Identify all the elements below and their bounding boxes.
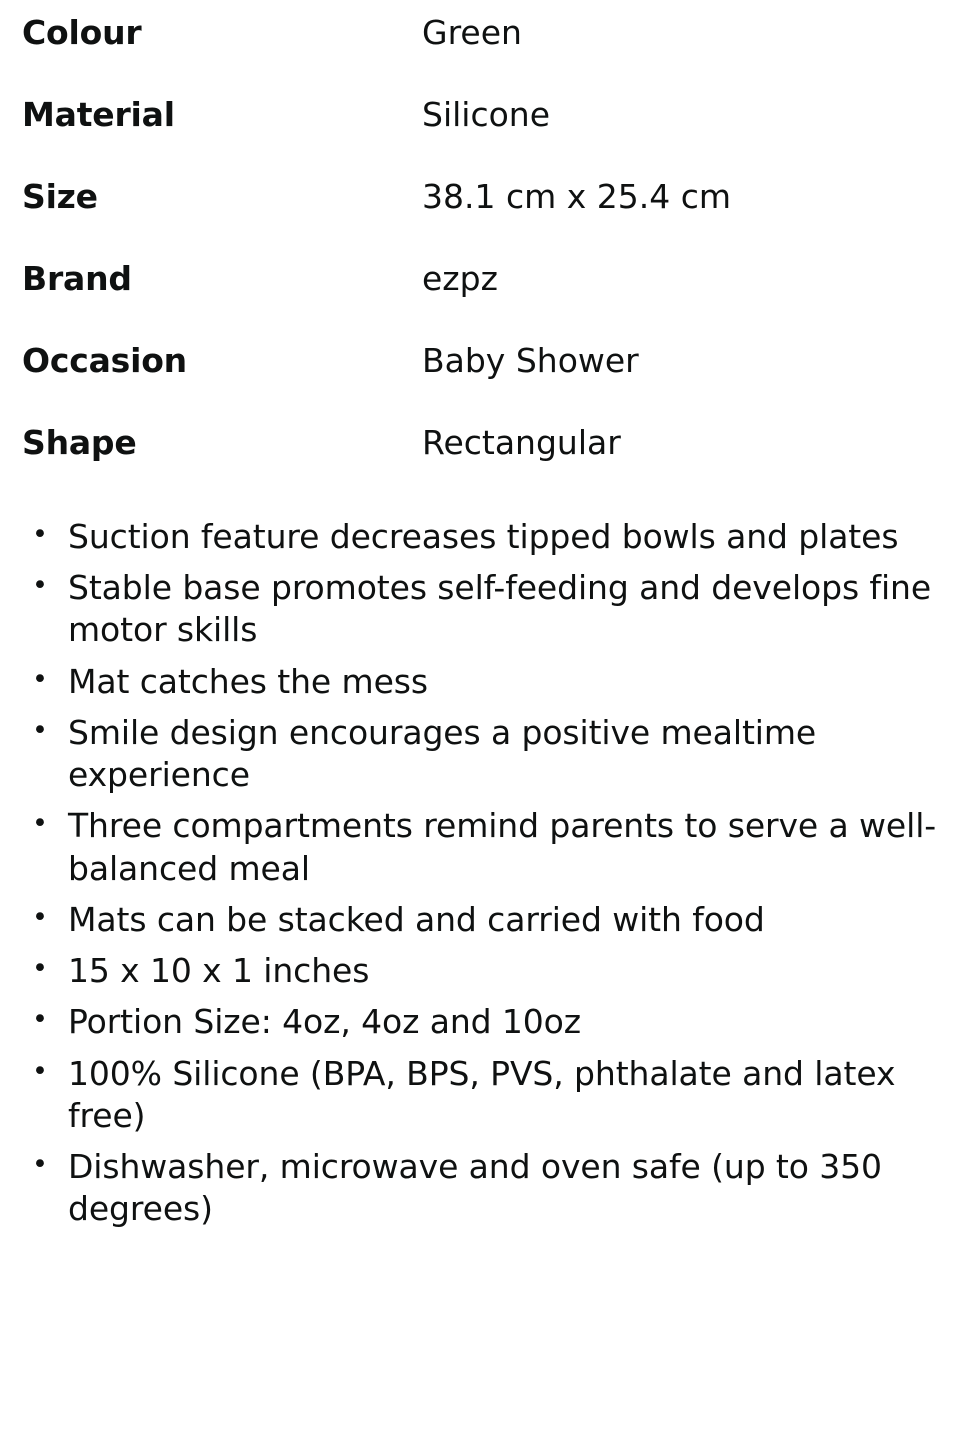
product-specifications-table [22, 14, 938, 506]
spec-value-size: 38.1 cm x 25.4 cm [422, 177, 732, 216]
list-item: • Stable base promotes self-feeding and develops fine motor skills [22, 567, 938, 651]
spec-label-shape: Shape [22, 423, 137, 462]
spec-value-colour: Green [422, 13, 522, 52]
list-item: • Smile design encourages a positive mealtime experience [22, 712, 938, 796]
list-item: • 100% Silicone (BPA, BPS, PVS, phthalate and latex free) [22, 1053, 938, 1137]
spec-value-shape: Rectangular [422, 423, 621, 462]
spec-value-occasion: Baby Shower [422, 341, 639, 380]
table-row [22, 14, 938, 96]
spec-table-body [22, 14, 938, 506]
spec-label-size: Size [22, 177, 98, 216]
table-row [22, 424, 938, 506]
list-item: • Dishwasher, microwave and oven safe (up to 350 degrees) [22, 1146, 938, 1230]
list-item: • Portion Size: 4oz, 4oz and 10oz [22, 1001, 938, 1043]
product-feature-list [22, 516, 938, 1231]
spec-value-brand: ezpz [422, 259, 498, 298]
list-item: • Mats can be stacked and carried with food [22, 899, 938, 941]
table-row [22, 260, 938, 342]
spec-label-material: Material [22, 95, 175, 134]
table-row [22, 178, 938, 260]
spec-value-material: Silicone [422, 95, 551, 134]
spec-label-brand: Brand [22, 259, 132, 298]
table-row [22, 96, 938, 178]
spec-label-occasion: Occasion [22, 341, 187, 380]
spec-label-colour: Colour [22, 13, 142, 52]
list-item: • Suction feature decreases tipped bowls and plates [22, 516, 938, 558]
list-item: • Three compartments remind parents to serve a well-balanced meal [22, 805, 938, 889]
list-item: • Mat catches the mess [22, 661, 938, 703]
list-item: • 15 x 10 x 1 inches [22, 950, 938, 992]
table-row [22, 342, 938, 424]
